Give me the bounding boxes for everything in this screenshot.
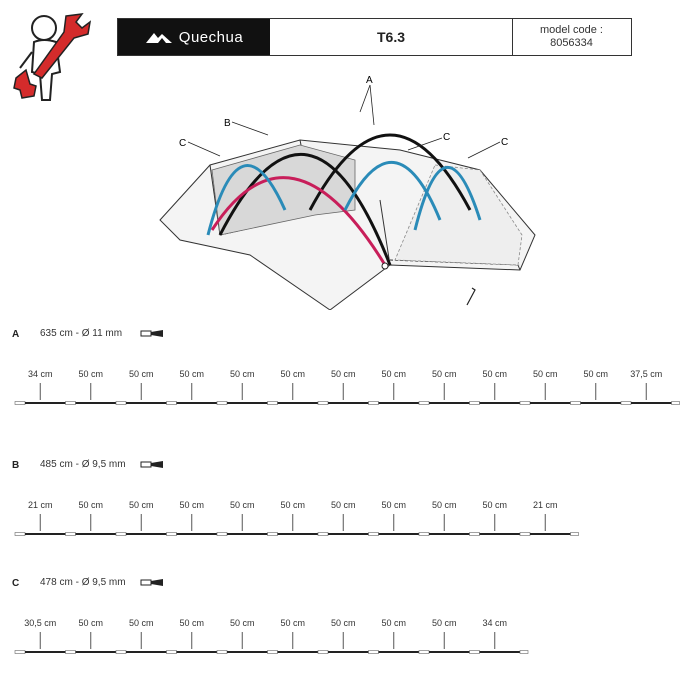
pole-joint — [116, 651, 126, 654]
mountain-logo-icon — [145, 30, 173, 44]
segment-length-label: 50 cm — [280, 500, 306, 510]
pole-joint — [167, 402, 177, 405]
section-spec — [40, 459, 126, 470]
segment-length-label: 50 cm — [229, 618, 255, 628]
segment-length-label: 50 cm — [179, 500, 205, 510]
pole-joint — [66, 402, 76, 405]
segment-length-label: 50 cm — [179, 369, 205, 379]
pole-joint — [66, 533, 76, 536]
spec-separator: - — [72, 328, 82, 339]
segment-length-label: 50 cm — [482, 369, 508, 379]
section-diameter: 9,5 mm — [92, 459, 126, 470]
section-letter: A — [12, 329, 20, 340]
segment-length-label: 34 cm — [27, 369, 53, 379]
tent-label-c-middle: C — [443, 132, 451, 143]
pole-hub — [382, 263, 388, 269]
segment-length-label: 50 cm — [330, 500, 356, 510]
segment-length-label: 50 cm — [381, 618, 407, 628]
section-length: 635 cm — [40, 328, 73, 339]
pole-end-icon — [140, 460, 164, 470]
repair-mascot-icon — [8, 8, 94, 108]
segment-length-label: 50 cm — [482, 500, 508, 510]
segment-length-label: 50 cm — [280, 618, 306, 628]
section-length: 478 cm — [40, 577, 73, 588]
segment-length-label: 50 cm — [381, 369, 407, 379]
pole-end-icon — [140, 329, 164, 339]
pole-end-icon — [140, 578, 164, 588]
pole-joint — [419, 651, 429, 654]
pole-joint — [217, 533, 227, 536]
pole-joint — [268, 651, 278, 654]
section-letter: B — [12, 460, 20, 471]
tent-label-c-right: C — [501, 137, 509, 148]
section-diameter: 11 mm — [92, 328, 123, 339]
model-code-label: model code : — [540, 24, 603, 36]
pole-joint — [167, 651, 177, 654]
section-spec — [40, 328, 122, 339]
pole-joint — [369, 651, 379, 654]
pole-joint — [217, 402, 227, 405]
pole-joint — [520, 402, 530, 405]
segment-length-label: 50 cm — [280, 369, 306, 379]
segment-length-label: 50 cm — [431, 500, 457, 510]
tent-label-b: B — [224, 118, 231, 129]
tent-illustration — [150, 70, 550, 310]
segment-length-label: 50 cm — [78, 618, 104, 628]
pole-joint — [15, 402, 25, 405]
pole-end-cap — [672, 402, 680, 405]
section-letter: C — [12, 578, 20, 589]
pole-joint — [470, 402, 480, 405]
segment-length-label: 50 cm — [330, 369, 356, 379]
pole-joint — [621, 402, 631, 405]
section-spec — [40, 577, 126, 588]
pole-end-cap — [520, 651, 528, 654]
pole-joint — [217, 651, 227, 654]
pole-segments-diagram — [0, 367, 690, 407]
segment-length-label: 37,5 cm — [630, 369, 663, 379]
pole-joint — [66, 651, 76, 654]
segment-length-label: 50 cm — [229, 369, 255, 379]
pole-joint — [369, 533, 379, 536]
pole-joint — [268, 402, 278, 405]
segment-length-label: 50 cm — [128, 500, 154, 510]
tent-label-c-left: C — [179, 138, 187, 149]
pole-joint — [167, 533, 177, 536]
pole-segments-diagram — [0, 616, 690, 656]
segment-length-label: 50 cm — [128, 369, 154, 379]
pole-joint — [318, 651, 328, 654]
brand-name: Quechua — [178, 28, 244, 46]
pole-joint — [470, 651, 480, 654]
segment-length-label: 50 cm — [532, 369, 558, 379]
segment-length-label: 50 cm — [179, 618, 205, 628]
pole-joint — [116, 402, 126, 405]
segment-length-label: 50 cm — [128, 618, 154, 628]
segment-length-label: 50 cm — [431, 369, 457, 379]
pole-joint — [116, 533, 126, 536]
pole-joint — [15, 651, 25, 654]
pole-joint — [15, 533, 25, 536]
segment-length-label: 50 cm — [583, 369, 609, 379]
segment-length-label: 50 cm — [78, 369, 104, 379]
pole-joint — [571, 402, 581, 405]
pole-joint — [520, 533, 530, 536]
header-table — [117, 18, 632, 56]
segment-length-label: 30,5 cm — [24, 618, 57, 628]
brand-logo — [118, 19, 270, 55]
model-code-value: 8056334 — [550, 37, 593, 49]
segment-length-label: 50 cm — [431, 618, 457, 628]
segment-length-label: 50 cm — [381, 500, 407, 510]
pole-segments-diagram — [0, 498, 690, 538]
model-code-cell — [512, 19, 631, 55]
section-diameter-symbol: Ø — [81, 459, 90, 470]
pole-joint — [318, 402, 328, 405]
section-diameter: 9,5 mm — [92, 577, 126, 588]
segment-length-label: 50 cm — [229, 500, 255, 510]
pole-end-cap — [571, 533, 579, 536]
segment-length-label: 50 cm — [78, 500, 104, 510]
spec-separator: - — [72, 577, 82, 588]
pole-joint — [419, 533, 429, 536]
section-diameter-symbol: Ø — [81, 577, 90, 588]
pole-joint — [268, 533, 278, 536]
pole-joint — [419, 402, 429, 405]
segment-length-label: 21 cm — [27, 500, 53, 510]
section-diameter-symbol: Ø — [81, 328, 90, 339]
pole-joint — [369, 402, 379, 405]
stake-icon — [467, 288, 475, 305]
spec-separator: - — [72, 459, 82, 470]
segment-length-label: 34 cm — [482, 618, 508, 628]
segment-length-label: 21 cm — [532, 500, 558, 510]
model-name: T6.3 — [270, 19, 513, 55]
section-length: 485 cm — [40, 459, 73, 470]
segment-length-label: 50 cm — [330, 618, 356, 628]
pole-joint — [318, 533, 328, 536]
tent-label-a: A — [366, 75, 373, 86]
pole-joint — [470, 533, 480, 536]
